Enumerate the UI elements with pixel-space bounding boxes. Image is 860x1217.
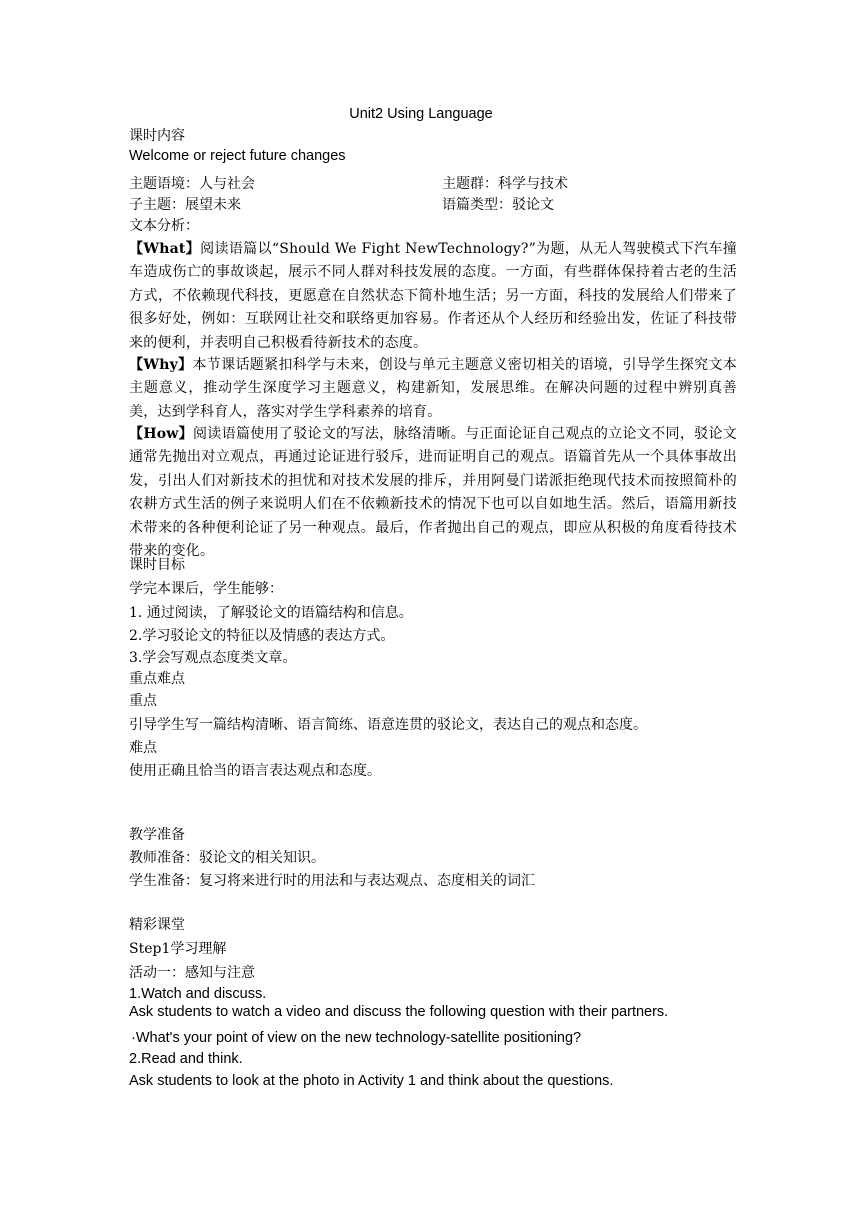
key-text: 引导学生写一篇结构清晰、语言简练、语意连贯的驳论文，表达自己的观点和态度。	[129, 717, 647, 733]
student-prep: 学生准备：复习将来进行时的用法和与表达观点、态度相关的词汇	[129, 873, 535, 889]
why-paragraph	[129, 354, 737, 424]
key-difficult-label: 重点难点	[129, 671, 185, 687]
lesson-title: Welcome or reject future changes	[129, 148, 346, 164]
key-label: 重点	[129, 693, 157, 709]
how-tag: 【How】	[129, 426, 193, 442]
activity1-heading: 活动一：感知与注意	[129, 965, 255, 981]
document-title: Unit2 Using Language	[349, 106, 493, 122]
item2-title: 2.Read and think.	[129, 1051, 243, 1067]
theme-context: 主题语境：人与社会	[129, 176, 255, 192]
prep-label: 教学准备	[129, 827, 185, 843]
why-text: 本节课话题紧扣科学与未来，创设与单元主题意义密切相关的语境，引导学生探究文本主题意义，推动学生深度学习主题意义，构建新知，发展思维。在解决问题的过程中辨别真善美，达到学科育人，落实对学生学科素养的培育。	[129, 357, 737, 420]
objective-item: 1. 通过阅读，了解驳论文的语篇结构和信息。	[129, 605, 413, 621]
why-tag: 【Why】	[129, 357, 193, 373]
theme-group: 主题群：科学与技术	[442, 176, 568, 192]
objective-item: 3.学会写观点态度类文章。	[129, 650, 297, 666]
how-paragraph	[129, 423, 737, 563]
text-type: 语篇类型：驳论文	[442, 197, 554, 213]
teacher-prep: 教师准备：驳论文的相关知识。	[129, 850, 325, 866]
subtopic: 子主题：展望未来	[129, 197, 241, 213]
how-text: 阅读语篇使用了驳论文的写法，脉络清晰。与正面论证自己观点的立论文不同，驳论文通常先抛出对立观点，再通过论证进行驳斥，进而证明自己的观点。语篇首先从一个具体事故出发，引出人们对新技术的担忧和对技术发展的排斥，并用阿曼门诺派拒绝现代技术而按照简朴的农耕方式生活的例子来说明人们在不依赖新技术的情况下也可以自如地生活。然后，语篇用新技术带来的各种便利论证了另一种观点。最后，作者抛出自己的观点，即应从积极的角度看待技术带来的变化。	[129, 426, 737, 560]
difficult-text: 使用正确且恰当的语言表达观点和态度。	[129, 763, 381, 779]
analysis-label: 文本分析：	[129, 218, 199, 234]
item2-text: Ask students to look at the photo in Activity 1 and think about the questions.	[129, 1073, 614, 1089]
difficult-label: 难点	[129, 740, 157, 756]
what-text: 阅读语篇以“Should We Fight NewTechnology?”为题，从无人驾驶模式下汽车撞车造成伤亡的事故谈起，展示不同人群对科技发展的态度。一方面，有些群体保持着古老的生活方式，不依赖现代科技，更愿意在自然状态下简朴地生活；另一方面，科技的发展给人们带来了很多好处，例如：互联网让社交和联络更加容易。作者还从个人经历和经验出发，佐证了科技带来的便利，并表明自己积极看待新技术的态度。	[129, 241, 737, 351]
objective-item: 2.学习驳论文的特征以及情感的表达方式。	[129, 628, 395, 644]
section-content-label: 课时内容	[129, 128, 185, 144]
item1-question: ·What's your point of view on the new technology-satellite positioning?	[131, 1030, 582, 1046]
objectives-intro: 学完本课后，学生能够：	[129, 581, 283, 597]
class-label: 精彩课堂	[129, 917, 185, 933]
what-paragraph	[129, 238, 737, 355]
item1-title: 1.Watch and discuss.	[129, 986, 267, 1002]
item1-text: Ask students to watch a video and discuss the following question with their partners.	[129, 1004, 669, 1020]
step1-heading: Step1学习理解	[129, 941, 227, 957]
objectives-label: 课时目标	[129, 557, 185, 573]
what-tag: 【What】	[129, 241, 201, 257]
